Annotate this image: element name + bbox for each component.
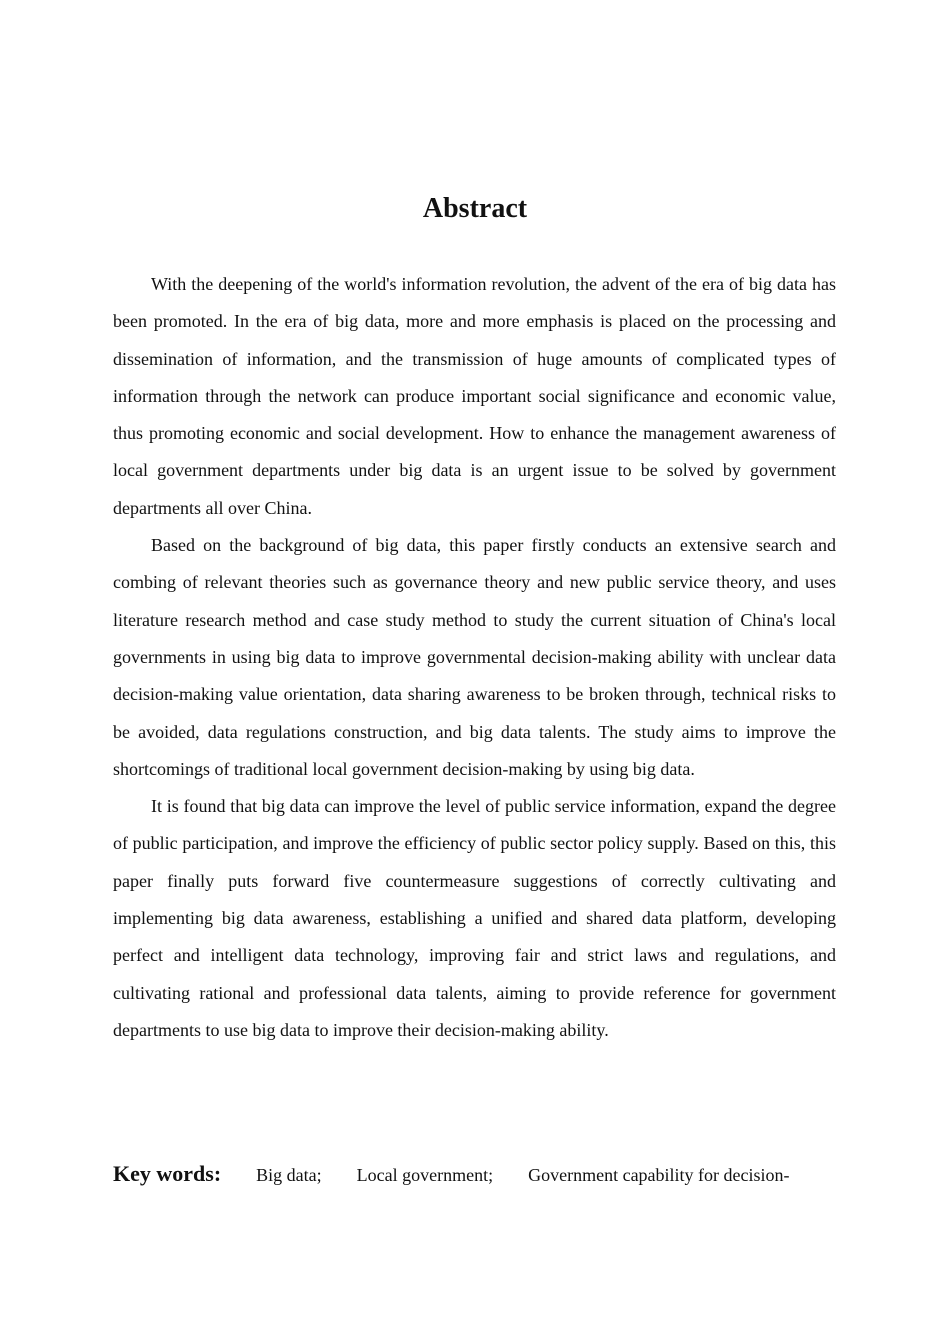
abstract-body: [113, 266, 836, 1049]
keywords-line: [113, 1157, 836, 1192]
keyword-item: Local government;: [356, 1165, 494, 1185]
keyword-item: Government capability for decision-: [528, 1165, 790, 1185]
keyword-item: Big data;: [256, 1165, 322, 1185]
abstract-paragraph-1: With the deepening of the world's information revolution, the advent of the era of big data has been promoted. In the era of big data, more and more emphasis is placed on the processing and dissemination of information, and the transmission of huge amounts of complicated types of information through the network can produce important social significance and economic value, thus promoting economic and social development. How to enhance the management awareness of local government departments under big data is an urgent issue to be solved by government departments all over China.: [113, 274, 836, 518]
abstract-paragraph-3: It is found that big data can improve the level of public service information, expand the degree of public participation, and improve the efficiency of public sector policy supply. Based on this, this paper finally puts forward five countermeasure suggestions of correctly cultivating and implementing big data awareness, establishing a unified and shared data platform, developing perfect and intelligent data technology, improving fair and strict laws and regulations, and cultivating rational and professional data talents, aiming to provide reference for government departments to use big data to improve their decision-making ability.: [113, 796, 836, 1040]
abstract-paragraph-2: Based on the background of big data, this paper firstly conducts an extensive search and combing of relevant theories such as governance theory and new public service theory, and uses literature research method and case study method to study the current situation of China's local governments in using big data to improve governmental decision-making ability with unclear data decision-making value orientation, data sharing awareness to be broken through, technical risks to be avoided, data regulations construction, and big data talents. The study aims to improve the shortcomings of traditional local government decision-making by using big data.: [113, 535, 836, 779]
abstract-title: Abstract: [422, 193, 528, 224]
keywords-label: Key words:: [113, 1161, 222, 1186]
